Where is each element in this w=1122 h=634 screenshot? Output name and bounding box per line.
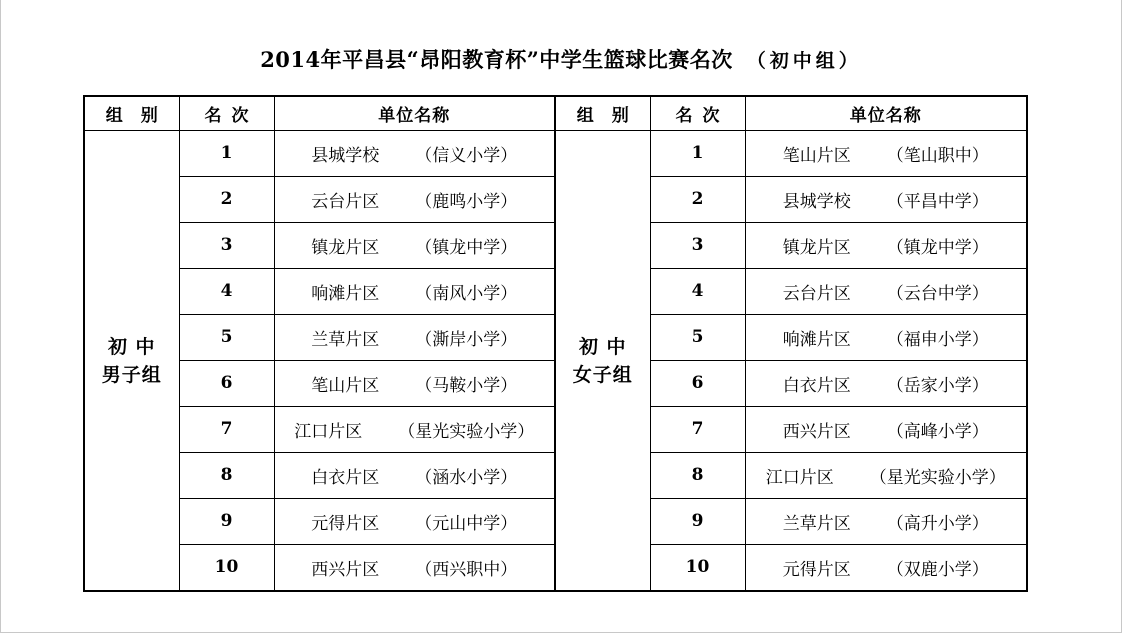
area-name: 云台片区 [782, 283, 851, 304]
rank-cell: 1 [650, 131, 745, 177]
unit-cell [745, 314, 1027, 360]
rank-cell: 7 [179, 406, 274, 452]
unit-cell [745, 406, 1027, 452]
rank-cell: 3 [179, 222, 274, 268]
group-label-line2: 男子组 [101, 363, 162, 386]
header-unit-boys: 单位名称 [274, 96, 555, 131]
area-name: 元得片区 [782, 559, 851, 580]
header-group-boys: 组别 [84, 96, 179, 131]
area-name: 兰草片区 [311, 329, 380, 350]
school-name: （平昌中学） [886, 191, 989, 212]
group-label-line2: 女子组 [572, 363, 633, 386]
rank-cell: 6 [179, 360, 274, 406]
school-name: （镇龙中学） [415, 237, 518, 258]
area-name: 镇龙片区 [782, 237, 851, 258]
group-label-boys [84, 131, 179, 592]
rank-cell: 8 [179, 452, 274, 498]
unit-cell [745, 222, 1027, 268]
group-label-line1: 初 中 [107, 335, 156, 358]
school-name: （镇龙中学） [886, 237, 989, 258]
unit-cell [745, 268, 1027, 314]
school-name: （西兴职中） [415, 559, 518, 580]
table-row [84, 131, 1027, 177]
area-name: 响滩片区 [782, 329, 851, 350]
group-label-line1: 初 中 [578, 335, 627, 358]
header-rank-girls: 名次 [650, 96, 745, 131]
area-name: 西兴片区 [782, 421, 851, 442]
school-name: （云台中学） [886, 283, 989, 304]
rank-cell: 4 [179, 268, 274, 314]
rank-cell: 8 [650, 452, 745, 498]
unit-cell [745, 544, 1027, 591]
area-name: 江口片区 [765, 467, 834, 488]
rank-cell: 10 [179, 544, 274, 591]
area-name: 县城学校 [782, 191, 851, 212]
rank-cell: 7 [650, 406, 745, 452]
school-name: （涵水小学） [415, 467, 518, 488]
unit-cell [274, 406, 555, 452]
table-header-row [84, 96, 1027, 131]
school-name: （岳家小学） [886, 375, 989, 396]
unit-cell [274, 131, 555, 177]
school-name: （高峰小学） [886, 421, 989, 442]
rank-cell: 2 [179, 176, 274, 222]
rank-cell: 5 [179, 314, 274, 360]
document-title [0, 44, 1122, 74]
school-name: （笔山职中） [886, 145, 989, 166]
rank-cell: 9 [650, 498, 745, 544]
unit-cell [745, 176, 1027, 222]
title-text: 2014年平昌县“昂阳教育杯”中学生篮球比赛名次 [260, 47, 733, 72]
unit-cell [274, 268, 555, 314]
area-name: 元得片区 [311, 513, 380, 534]
school-name: （星光实验小学） [398, 421, 535, 442]
unit-cell [274, 452, 555, 498]
unit-cell [274, 314, 555, 360]
unit-cell [745, 131, 1027, 177]
school-name: （鹿鸣小学） [415, 191, 518, 212]
rank-cell: 9 [179, 498, 274, 544]
unit-cell [745, 498, 1027, 544]
group-label-girls [555, 131, 650, 592]
area-name: 白衣片区 [311, 467, 380, 488]
rank-cell: 2 [650, 176, 745, 222]
area-name: 江口片区 [294, 421, 363, 442]
unit-cell [274, 544, 555, 591]
school-name: （星光实验小学） [869, 467, 1006, 488]
unit-cell [274, 222, 555, 268]
title-subtitle: （初中组） [746, 50, 862, 72]
school-name: （高升小学） [886, 513, 989, 534]
rank-cell: 5 [650, 314, 745, 360]
header-group-girls: 组别 [555, 96, 650, 131]
school-name: （澌岸小学） [415, 329, 518, 350]
rank-cell: 10 [650, 544, 745, 591]
area-name: 云台片区 [311, 191, 380, 212]
school-name: （元山中学） [415, 513, 518, 534]
area-name: 兰草片区 [782, 513, 851, 534]
unit-cell [274, 498, 555, 544]
area-name: 响滩片区 [311, 283, 380, 304]
area-name: 县城学校 [311, 145, 380, 166]
unit-cell [274, 360, 555, 406]
rank-cell: 1 [179, 131, 274, 177]
unit-cell [745, 452, 1027, 498]
school-name: （双鹿小学） [886, 559, 989, 580]
rank-cell: 3 [650, 222, 745, 268]
header-unit-girls: 单位名称 [745, 96, 1027, 131]
area-name: 白衣片区 [782, 375, 851, 396]
area-name: 笔山片区 [311, 375, 380, 396]
area-name: 笔山片区 [782, 145, 851, 166]
unit-cell [274, 176, 555, 222]
area-name: 镇龙片区 [311, 237, 380, 258]
ranking-table [83, 95, 1028, 592]
header-rank-boys: 名次 [179, 96, 274, 131]
rank-cell: 6 [650, 360, 745, 406]
school-name: （福申小学） [886, 329, 989, 350]
area-name: 西兴片区 [311, 559, 380, 580]
unit-cell [745, 360, 1027, 406]
rank-cell: 4 [650, 268, 745, 314]
school-name: （南风小学） [415, 283, 518, 304]
school-name: （信义小学） [415, 145, 518, 166]
school-name: （马鞍小学） [415, 375, 518, 396]
